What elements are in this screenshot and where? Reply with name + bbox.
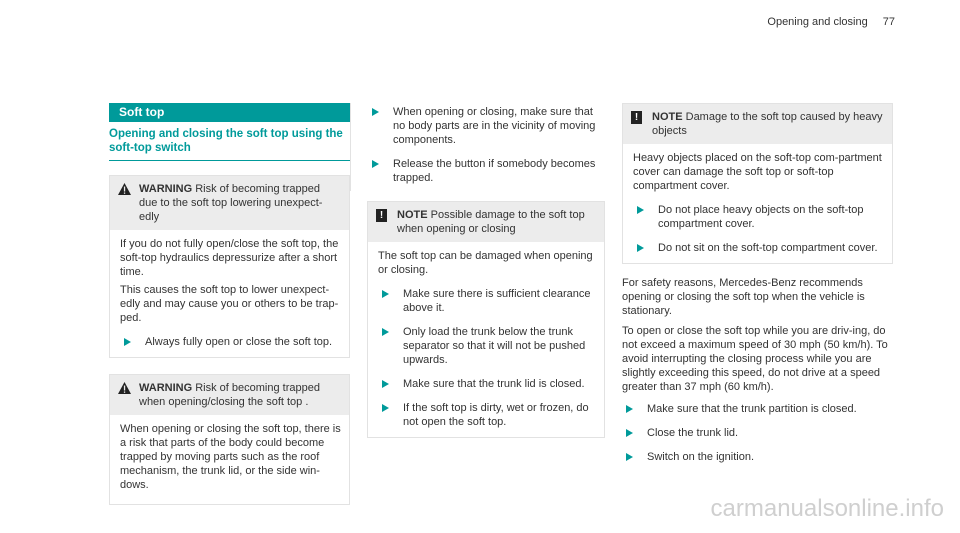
step-item [378, 325, 596, 367]
header-title: Opening and closing [767, 16, 868, 28]
step-text: Make sure that the trunk partition is closed. [647, 403, 857, 415]
step-text: Do not sit on the soft-top compartment cover. [658, 242, 878, 254]
step-arrow-icon [626, 429, 633, 437]
step-arrow-icon [637, 244, 644, 252]
note-box [622, 103, 893, 264]
step-arrow-icon [382, 404, 389, 412]
column-2 [367, 103, 605, 438]
step-arrow-icon [382, 290, 389, 298]
warning-paragraph: This causes the soft top to lower unexpect-edly and may cause you or others to be trap-ped. [120, 284, 339, 324]
warning-triangle-icon [118, 183, 131, 195]
step-text: If the soft top is dirty, wet or frozen, do not open the soft top. [403, 402, 589, 428]
warning-box-2 [109, 374, 350, 505]
step-item [622, 450, 893, 464]
step-item [622, 426, 893, 440]
column-1 [109, 103, 350, 505]
note-paragraph: The soft top can be damaged when opening or closing. [378, 250, 593, 276]
step-text: Make sure there is sufficient clearance above it. [403, 288, 591, 314]
step-text: Make sure that the trunk lid is closed. [403, 378, 585, 390]
warning-header [110, 375, 349, 415]
step-arrow-icon [124, 338, 131, 346]
continued-steps [350, 103, 605, 191]
note-header [368, 202, 604, 242]
step-arrow-icon [626, 405, 633, 413]
warning-body [110, 415, 349, 504]
note-label: NOTE [397, 209, 428, 221]
note-header [623, 104, 892, 144]
warning-triangle-icon [118, 382, 131, 394]
page-number: 77 [882, 16, 895, 28]
note-head-text: Damage to the soft top caused by heavy objects [652, 111, 883, 137]
step-text: When opening or closing, make sure that no body parts are in the vicinity of moving components. [393, 106, 596, 146]
step-text: Do not place heavy objects on the soft-top compartment cover. [658, 204, 864, 230]
warning-label: WARNING [139, 382, 193, 394]
exclamation-icon: ! [631, 111, 642, 124]
step-arrow-icon [626, 453, 633, 461]
exclamation-icon: ! [376, 209, 387, 222]
step-text: Only load the trunk below the trunk separator so that it will not be pushed upwards. [403, 326, 586, 366]
note-paragraph: Heavy objects placed on the soft-top com-partment cover can damage the soft top or soft-top compartment cover. [633, 152, 882, 192]
warning-paragraph: When opening or closing the soft top, there is a risk that parts of the body could become trapped by moving parts such as the roof mechanism, the trunk lid, or the side win-dows. [120, 423, 341, 491]
subsection-title: Opening and closing the soft top using the soft-top switch [109, 127, 350, 161]
step-text: Release the button if somebody becomes trapped. [393, 158, 596, 184]
warning-label: WARNING [139, 183, 193, 195]
note-body [368, 242, 604, 437]
step-item [368, 105, 605, 147]
warning-body [110, 230, 349, 357]
warning-header [110, 176, 349, 230]
step-arrow-icon [637, 206, 644, 214]
section-title: Soft top [109, 103, 350, 122]
step-item [120, 335, 341, 349]
warning-paragraph: If you do not fully open/close the soft top, the soft-top hydraulics depressurize after a short time. [120, 238, 339, 278]
watermark-text: carmanualsonline.info [710, 495, 944, 522]
body-text [622, 276, 893, 394]
page-header [767, 16, 895, 28]
body-paragraph: For safety reasons, Mercedes-Benz recommends opening or closing the soft top when the vehicle is stationary. [622, 277, 865, 317]
step-item [378, 401, 596, 429]
step-arrow-icon [372, 108, 379, 116]
step-arrow-icon [372, 160, 379, 168]
step-arrow-icon [382, 380, 389, 388]
step-text: Close the trunk lid. [647, 427, 739, 439]
note-head-text: Possible damage to the soft top when opening or closing [397, 209, 585, 235]
step-text: Switch on the ignition. [647, 451, 755, 463]
note-label: NOTE [652, 111, 683, 123]
step-item [633, 241, 884, 255]
step-item [378, 287, 596, 315]
step-item [368, 157, 605, 185]
warning-head-text: Risk of becoming trapped due to the soft top lowering unexpect-edly [139, 183, 323, 223]
note-box [367, 201, 605, 438]
step-item [633, 203, 884, 231]
column-3 [622, 103, 893, 464]
warning-head-text: Risk of becoming trapped when opening/closing the soft top . [139, 382, 320, 408]
step-item [622, 402, 893, 416]
step-item [378, 377, 596, 391]
warning-box-1 [109, 175, 350, 358]
body-paragraph: To open or close the soft top while you are driv-ing, do not exceed a maximum speed of 30 mph (50 km/h). To avoid interrupting the closing process while you are slightly exceeding this speed, do not drive at a speed greater than 37 mph (60 km/h). [622, 325, 888, 393]
step-arrow-icon [382, 328, 389, 336]
note-body [623, 144, 892, 263]
step-text: Always fully open or close the soft top. [145, 336, 333, 348]
